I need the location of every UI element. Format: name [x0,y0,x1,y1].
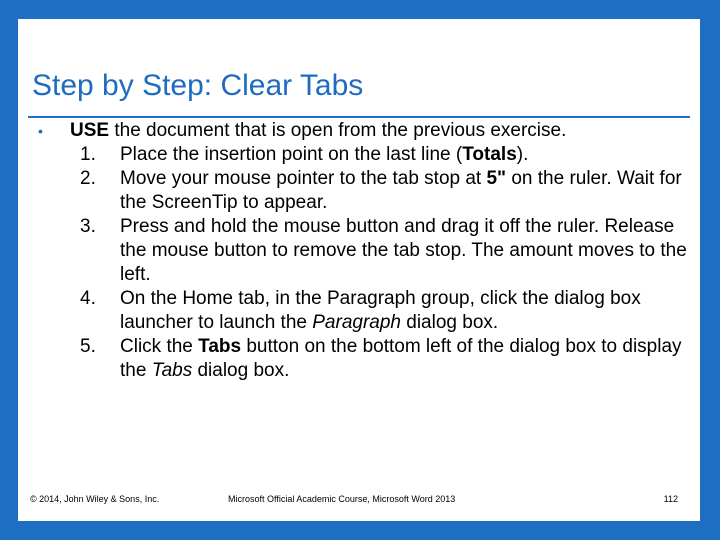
step-item [28,143,698,167]
bullet-icon: • [38,123,43,139]
step-item [28,287,698,335]
step-text: Click the [120,336,199,357]
step-text: dialog box. [400,312,499,333]
slide-panel [18,19,700,521]
step-item [28,335,698,383]
step-item [28,167,698,215]
step-bold-term: Totals [462,144,517,165]
step-text: Place the insertion point on the last line ( [120,144,463,165]
step-number: 2. [80,168,96,189]
step-text: on the ruler. Wait for the ScreenTip to appear. [120,168,682,213]
step-text: ). [516,144,529,165]
title-divider [28,116,690,118]
page-number: 112 [663,494,678,504]
step-text: button on the bottom left of the dialog box to display the [120,336,682,381]
slide-body [28,119,698,383]
footer-copyright: © 2014, John Wiley & Sons, Inc. [30,494,160,504]
intro-text: the document that is open from the previous exercise. [109,120,567,141]
step-text: On the Home tab, in the Paragraph group, click the dialog box launcher to launch the [120,288,641,333]
step-italic-term: Tabs [151,360,193,381]
intro-bold: USE [70,120,110,141]
footer-course: Microsoft Official Academic Course, Microsoft Word 2013 [228,494,456,504]
step-bold-term: 5" [486,168,507,189]
step-text: Press and hold the mouse button and drag it off the ruler. Release the mouse button to remove the tab stop. The amount moves to the left. [120,216,687,285]
step-number: 3. [80,216,96,237]
step-text: Move your mouse pointer to the tab stop at [120,168,487,189]
step-italic-term: Paragraph [312,312,401,333]
step-text: dialog box. [192,360,290,381]
step-number: 1. [80,144,96,165]
intro-bullet [28,119,698,143]
step-number: 4. [80,288,96,309]
step-item [28,215,698,287]
slide-title: Step by Step: Clear Tabs [32,69,364,102]
step-bold-term: Tabs [198,336,242,357]
step-number: 5. [80,336,96,357]
